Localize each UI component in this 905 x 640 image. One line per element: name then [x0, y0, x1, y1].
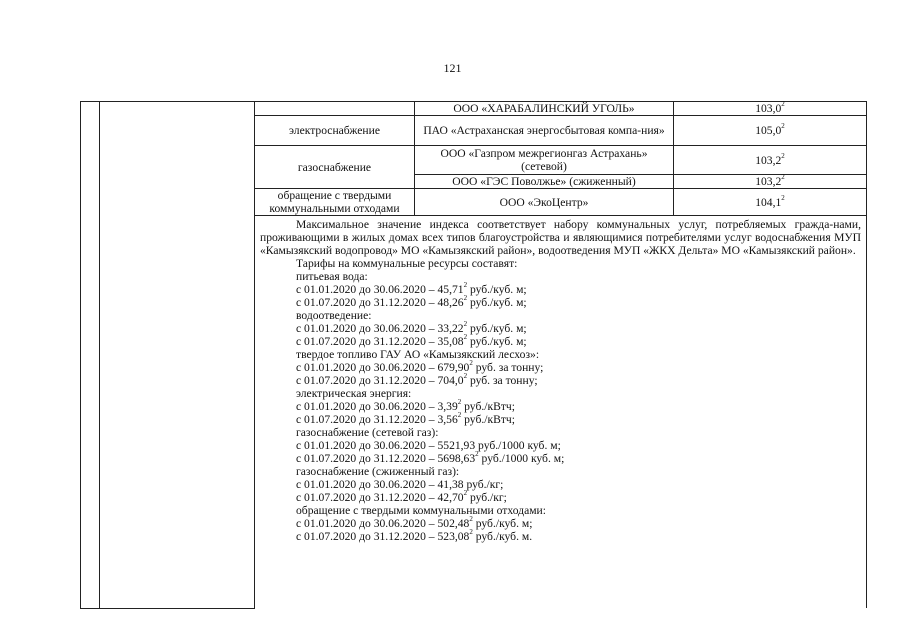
tariff-text: электрическая энергия:	[296, 387, 412, 400]
tariff-line	[260, 270, 861, 283]
tariff-table	[80, 101, 867, 609]
tariffs-intro: Тарифы на коммунальные ресурсы составят:	[296, 257, 518, 270]
tariff-unit: руб./куб. м.	[472, 530, 533, 543]
tariff-line	[260, 322, 861, 335]
tariff-list	[260, 270, 861, 543]
tariff-line	[260, 517, 861, 530]
index-value: 104,1	[755, 195, 782, 209]
tariff-line	[260, 348, 861, 361]
tariff-text: с 01.07.2020 до 31.12.2020 – 5698,63	[296, 452, 476, 465]
tariff-unit: руб./куб. м;	[467, 335, 527, 348]
table-row	[81, 102, 867, 116]
tariff-line	[260, 374, 861, 387]
index-cell	[674, 116, 867, 146]
footnote-mark: 2	[781, 151, 785, 160]
tariff-text: с 01.07.2020 до 31.12.2020 – 3,56	[296, 413, 458, 426]
tariff-line	[260, 504, 861, 517]
index-cell	[674, 146, 867, 175]
tariff-line	[260, 400, 861, 413]
footnote-mark: 2	[463, 294, 468, 303]
index-cell	[674, 189, 867, 216]
tariff-unit: руб./куб. м;	[467, 296, 527, 309]
tariff-text: с 01.01.2020 до 30.06.2020 – 679,90	[296, 361, 470, 374]
table-cell-blank	[100, 102, 255, 609]
tariff-text: с 01.07.2020 до 31.12.2020 – 48,26	[296, 296, 464, 309]
footnote-mark: 2	[469, 528, 473, 537]
footnote-mark: 2	[463, 372, 468, 381]
tariff-unit: руб./куб. м;	[472, 517, 533, 530]
tariff-line	[260, 413, 861, 426]
footnote-mark: 2	[781, 100, 785, 109]
tariff-line	[260, 296, 861, 309]
tariff-line	[260, 452, 861, 465]
footnote-mark: 2	[463, 320, 468, 329]
footnote-mark: 2	[781, 193, 785, 202]
tariff-line	[260, 335, 861, 348]
service-cell: газоснабжение	[255, 146, 415, 189]
provider-cell: ПАО «Астраханская энергосбытовая компа-ния»	[415, 116, 674, 146]
index-value: 103,2	[755, 175, 782, 188]
provider-cell: ООО «Газпром межрегионгаз Астрахань» (сетевой)	[415, 146, 674, 175]
tariff-line	[260, 530, 861, 543]
tariff-text: с 01.07.2020 до 31.12.2020 – 42,70	[296, 491, 464, 504]
service-cell: электроснабжение	[255, 116, 415, 146]
tariff-text: с 01.01.2020 до 30.06.2020 – 33,22	[296, 322, 464, 335]
description-paragraph: Максимальное значение индекса соответствует набору коммунальных услуг, потребляемых гражда-нами, проживающими в жилых домах всех типов благоустройства и являющимися потребителями услуг водоснабжения МУП «Камызякский водопровод» МО «Камызякский район», водоотведения МУП «ЖКХ Дельта» МО «Камызякский район».	[260, 218, 861, 257]
tariff-text: с 01.07.2020 до 31.12.2020 – 35,08	[296, 335, 464, 348]
tariff-text: обращение с твердыми коммунальными отходами:	[296, 504, 546, 517]
tariff-line	[260, 491, 861, 504]
tariff-line	[260, 426, 861, 439]
footnote-mark: 2	[463, 281, 468, 290]
tariff-line	[260, 309, 861, 322]
tariff-unit: руб./кВтч;	[461, 400, 515, 413]
tariff-text: твердое топливо ГАУ АО «Камызякский лесхоз»:	[296, 348, 540, 361]
tariff-unit: руб. за тонну;	[467, 374, 538, 387]
tariff-text: с 01.01.2020 до 30.06.2020 – 3,39	[296, 400, 458, 413]
tariff-text: газоснабжение (сетевой газ):	[296, 426, 439, 439]
provider-cell: ООО «ХАРАБАЛИНСКИЙ УГОЛЬ»	[415, 102, 674, 116]
description-cell	[255, 216, 867, 609]
footnote-mark: 2	[457, 411, 462, 420]
tariff-line	[260, 465, 861, 478]
tariff-text: газоснабжение (сжиженный газ):	[296, 465, 460, 478]
tariff-unit: руб./кг;	[467, 491, 507, 504]
page-number: 121	[443, 61, 462, 75]
tariff-line	[260, 361, 861, 374]
tariff-line	[260, 439, 861, 452]
tariff-text: с 01.01.2020 до 30.06.2020 – 5521,93 руб./1000 куб. м;	[296, 439, 561, 452]
footnote-mark: 2	[475, 450, 479, 459]
table-cell-blank	[81, 102, 100, 609]
index-value: 103,0	[755, 102, 782, 115]
footnote-mark: 2	[781, 173, 785, 182]
service-cell: обращение с твердыми коммунальными отходами	[255, 189, 415, 216]
tariff-unit: руб./куб. м;	[467, 322, 527, 335]
tariff-text: с 01.01.2020 до 30.06.2020 – 41,38 руб./кг;	[296, 478, 504, 491]
tariff-text: с 01.01.2020 до 30.06.2020 – 502,48	[296, 517, 470, 530]
footnote-mark: 2	[457, 398, 462, 407]
tariff-text: с 01.07.2020 до 31.12.2020 – 704,0	[296, 374, 464, 387]
footnote-mark: 2	[781, 122, 785, 131]
tariff-line	[260, 387, 861, 400]
provider-cell: ООО «ГЭС Поволжье» (сжиженный)	[415, 175, 674, 189]
tariff-unit: руб./1000 куб. м;	[478, 452, 565, 465]
tariff-line	[260, 283, 861, 296]
footnote-mark: 2	[463, 489, 468, 498]
index-cell	[674, 102, 867, 116]
index-value: 103,2	[755, 153, 782, 167]
tariff-unit: руб./кВтч;	[461, 413, 515, 426]
tariff-line	[260, 478, 861, 491]
index-cell	[674, 175, 867, 189]
tariff-text: с 01.01.2020 до 30.06.2020 – 45,71	[296, 283, 464, 296]
footnote-mark: 2	[463, 333, 468, 342]
tariff-text: питьевая вода:	[296, 270, 368, 283]
tariff-unit: руб./куб. м;	[467, 283, 527, 296]
footnote-mark: 2	[469, 359, 473, 368]
footnote-mark: 2	[469, 515, 473, 524]
service-cell	[255, 102, 415, 116]
provider-cell: ООО «ЭкоЦентр»	[415, 189, 674, 216]
tariff-text: водоотведение:	[296, 309, 372, 322]
tariff-unit: руб. за тонну;	[472, 361, 544, 374]
tariff-text: с 01.07.2020 до 31.12.2020 – 523,08	[296, 530, 470, 543]
index-value: 105,0	[755, 124, 782, 137]
